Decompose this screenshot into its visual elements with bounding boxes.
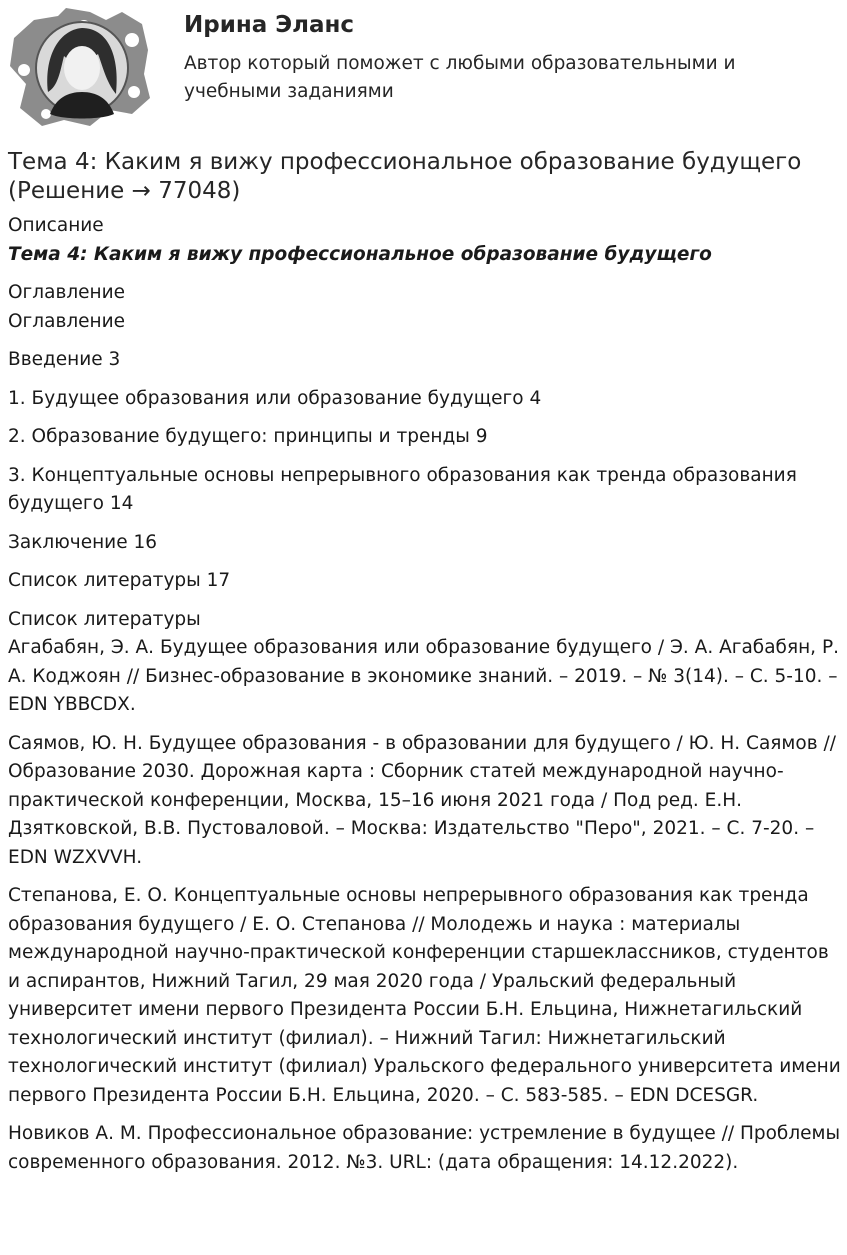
toc-item: 1. Будущее образования или образование будущего 4 <box>8 387 542 409</box>
author-header <box>0 0 847 130</box>
document-body <box>8 148 844 1177</box>
reference-item: Новиков А. М. Профессиональное образование: устремление в будущее // Проблемы современного образования. 2012. №3. URL: (дата обращения: 14.12.2022). <box>8 1123 841 1173</box>
references-heading: Список литературы <box>8 608 201 630</box>
reference-item: Агабабян, Э. А. Будущее образования или образование будущего / Э. А. Агабабян, Р. А. Коджоян // Бизнес-образование в экономике знаний. – 2019. – № 3(14). – С. 5-10. – EDN YBBCDX. <box>8 637 839 715</box>
description-lead: Тема 4: Каким я вижу профессиональное образование будущего <box>8 243 712 265</box>
author-name: Ирина Эланс <box>184 12 355 38</box>
reference-item: Степанова, Е. О. Концептуальные основы непрерывного образования как тренда образования будущего / Е. О. Степанова // Молодежь и наука : материалы международной научно-практической конференции старшеклассников, студентов и аспирантов, Нижний Тагил, 29 мая 2020 года / Уральский федеральный университет имени первого Президента России Б.Н. Ельцина, Нижнетагильский технологический институт (филиал). – Нижний Тагил: Нижнетагильский технологический институт (филиал) Уральского федерального университета имени первого Президента России Б.Н. Ельцина, 2020. – С. 583-585. – EDN DCESGR. <box>8 885 841 1106</box>
toc-item: Заключение 16 <box>8 531 158 553</box>
page-title: Тема 4: Каким я вижу профессиональное образование будущего (Решение → 77048) <box>8 149 802 204</box>
toc-heading: Оглавление <box>8 310 126 332</box>
description-label: Описание <box>8 215 104 236</box>
toc-item: Список литературы 17 <box>8 570 231 591</box>
toc-item: 2. Образование будущего: принципы и тренды 9 <box>8 426 488 447</box>
author-avatar <box>6 6 152 128</box>
reference-item: Саямов, Ю. Н. Будущее образования - в образовании для будущего / Ю. Н. Саямов // Образование 2030. Дорожная карта : Сборник статей международной научно-практической конференции, Москва, 15–16 июня 2021 года / Под ред. Е.Н. Дзятковской, В.В. Пустоваловой. – Москва: Издательство "Перо", 2021. – С. 7-20. – EDN WZXVVH. <box>8 732 836 868</box>
author-description: Автор который поможет с любыми образовательными и учебными заданиями <box>184 53 736 102</box>
toc-item: 3. Концептуальные основы непрерывного образования как тренда образования будущего 14 <box>8 464 797 514</box>
toc-item: Введение 3 <box>8 349 121 370</box>
toc-heading: Оглавление <box>8 282 126 303</box>
